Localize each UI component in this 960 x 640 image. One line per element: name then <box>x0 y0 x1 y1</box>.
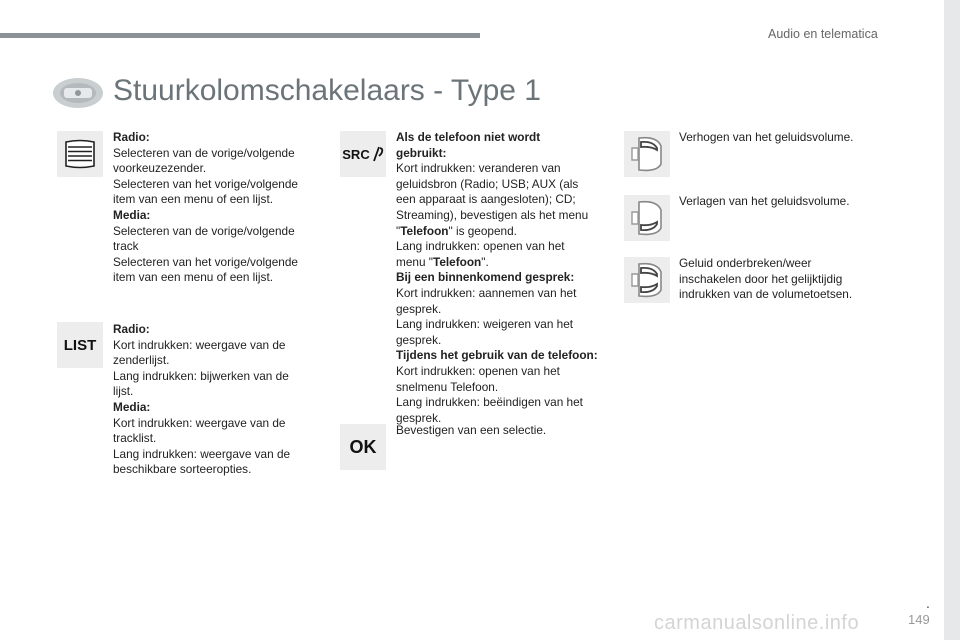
src-phone-button[interactable] <box>340 131 386 177</box>
volume-up-description: Verhogen van het geluidsvolume. <box>679 130 854 144</box>
steering-switch-icon <box>52 76 104 110</box>
src-button-label: SRC <box>342 146 370 162</box>
watermark: carmanualsonline.info <box>654 612 860 634</box>
thumbwheel-description: Radio: Selecteren van de vorige/volgende voorkeuzezender. Selecteren van het vorige/volgende item van een menu of een lijst. Media: Selecteren van de vorige/volgende track Selecteren van het vorige/volgende item van een menu of een lijst. <box>113 130 298 285</box>
volume-down-description: Verlagen van het geluidsvolume. <box>679 194 850 208</box>
page-number: 149 <box>908 612 930 627</box>
header-bar <box>0 33 480 38</box>
section-label: Audio en telematica <box>768 27 878 41</box>
ok-description: Bevestigen van een selectie. <box>396 423 547 437</box>
page-edge-strip <box>944 0 960 640</box>
thumbwheel-icon <box>63 139 97 169</box>
ok-button[interactable] <box>340 424 386 470</box>
volume-down-switch-icon <box>627 198 667 238</box>
phone-icon <box>372 146 384 162</box>
volume-down-button[interactable] <box>624 195 670 241</box>
list-button[interactable] <box>57 322 103 368</box>
mute-button[interactable] <box>624 257 670 303</box>
src-phone-description: Als de telefoon niet wordt gebruikt: Kort indrukken: veranderen van geluidsbron (Radio; USB; AUX (als een apparaat is aangesloten); CD; Streaming), bevestigen als het menu "Telefoon" is geopend. Lang indrukken: openen van het menu "Telefoon". Bij een binnenkomend gesprek: Kort indrukken: aannemen van het gesprek. Lang indrukken: weigeren van het gesprek. Tijdens het gebruik van de telefoon: Kort indrukken: openen van het snelmenu Telefoon. Lang indrukken: beëindigen van het gesprek. <box>396 130 598 425</box>
volume-up-button[interactable] <box>624 131 670 177</box>
footer-marker: . <box>926 595 930 611</box>
mute-switch-icon <box>627 260 667 300</box>
list-button-label: LIST <box>63 336 97 354</box>
volume-up-switch-icon <box>627 134 667 174</box>
page-title: Stuurkolomschakelaars - Type 1 <box>113 74 541 107</box>
list-description: Radio: Kort indrukken: weergave van de zenderlijst. Lang indrukken: bijwerken van de lijst. Media: Kort indrukken: weergave van de tracklist. Lang indrukken: weergave van de beschikbare sorteeropties. <box>113 322 291 477</box>
mute-description: Geluid onderbreken/weer inschakelen door het gelijktijdig indrukken van de volumetoetsen. <box>679 256 853 302</box>
thumbwheel-button[interactable] <box>57 131 103 177</box>
ok-button-label: OK <box>349 436 377 457</box>
